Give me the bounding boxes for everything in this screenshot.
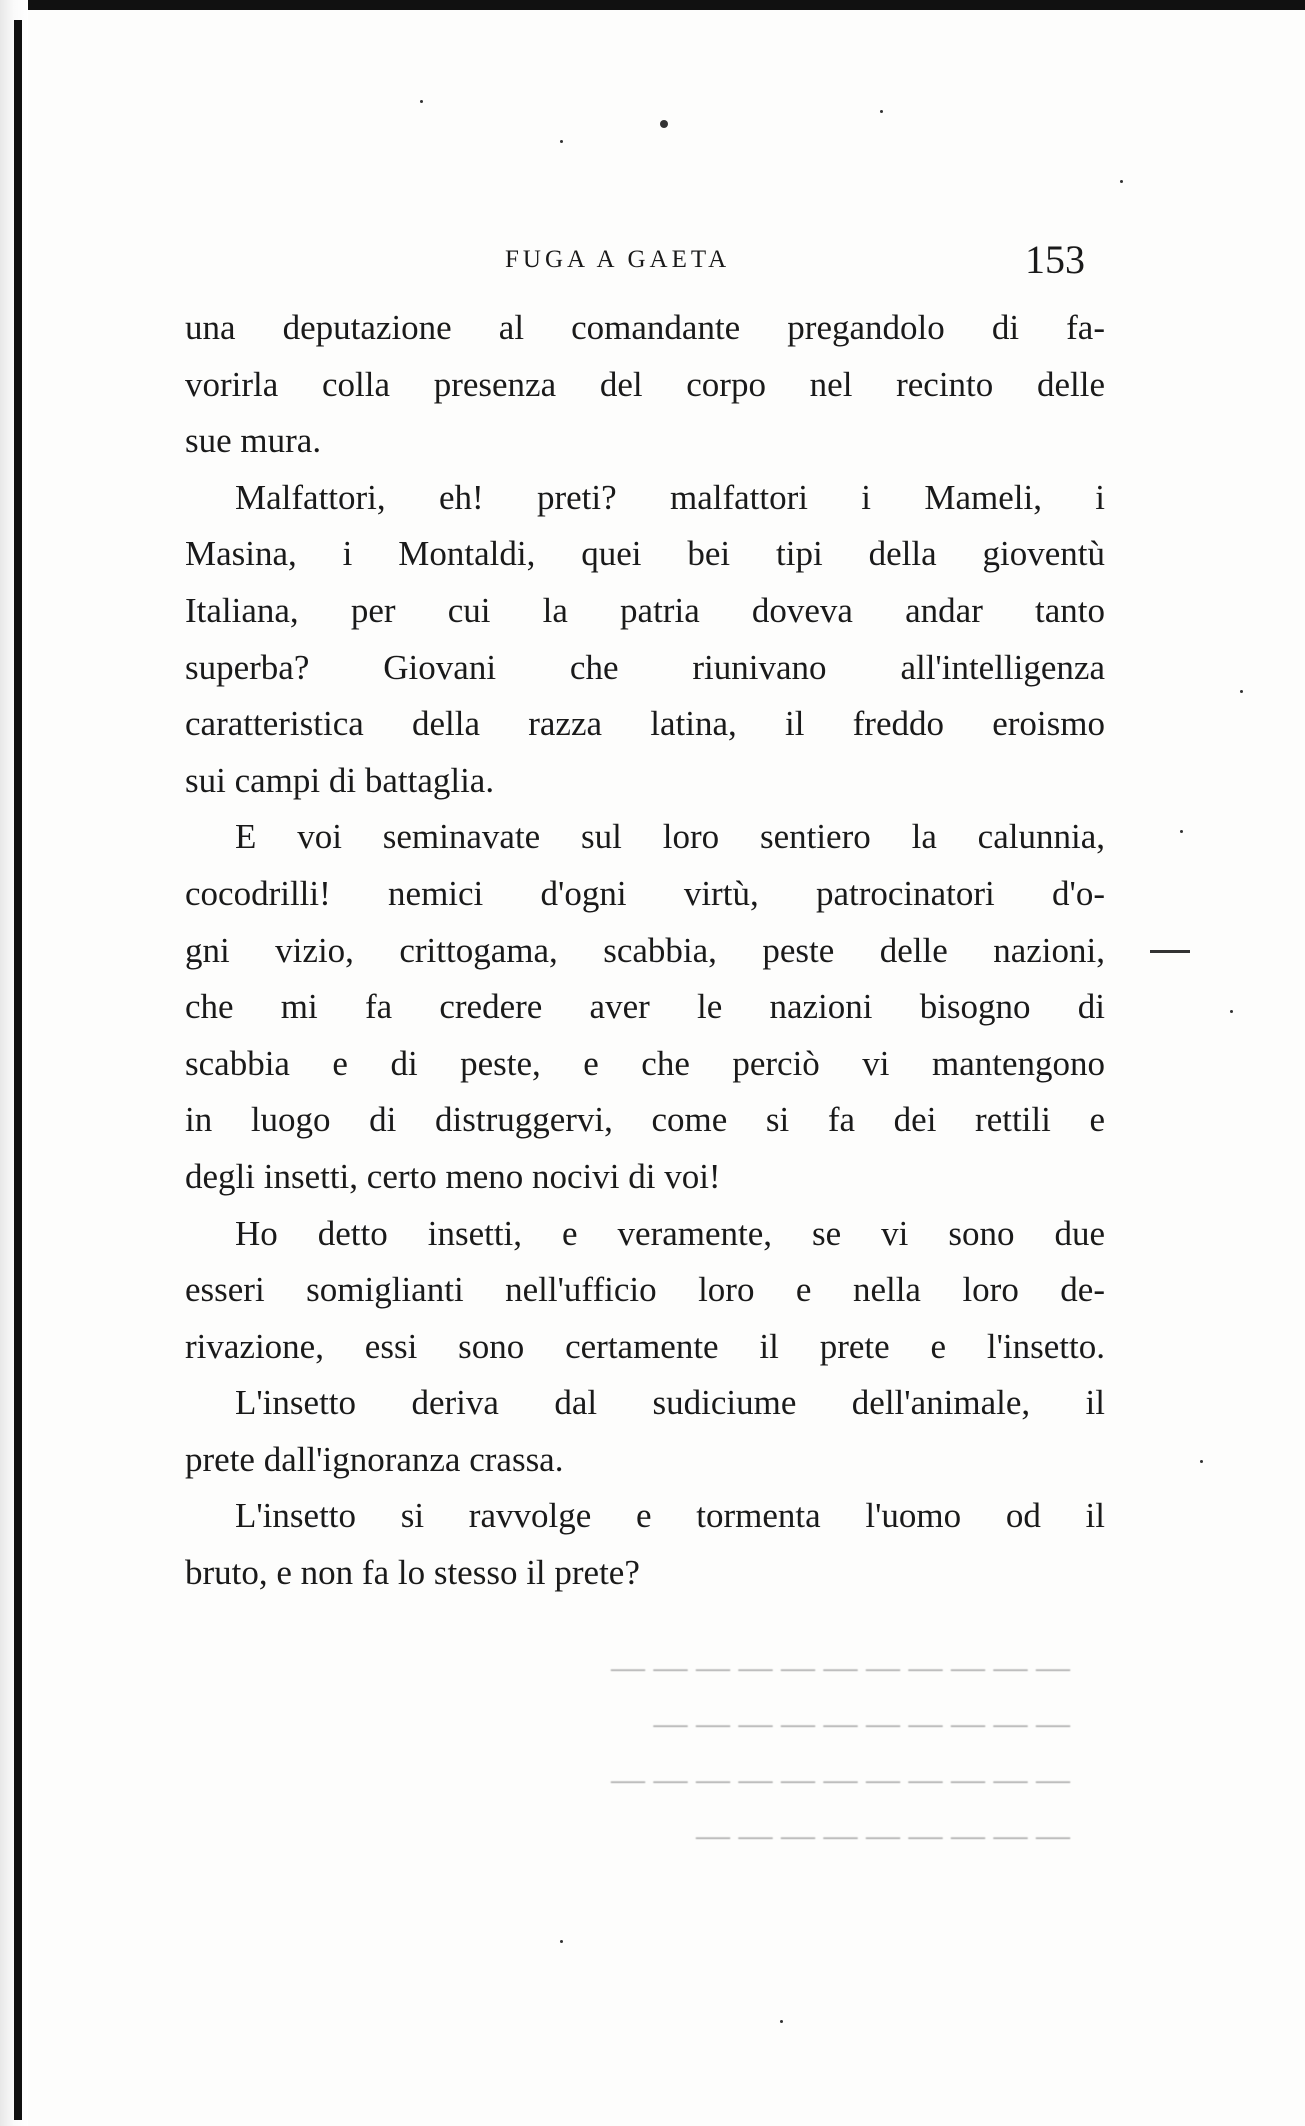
page-header bbox=[185, 236, 1085, 284]
scan-speck bbox=[1150, 950, 1190, 953]
text-line: caratteristica della razza latina, il freddo eroismo bbox=[185, 704, 1105, 744]
scan-speck bbox=[1200, 1460, 1203, 1463]
scan-speck bbox=[1120, 180, 1123, 183]
page-number: 153 bbox=[1025, 237, 1085, 282]
scan-left-edge bbox=[0, 0, 28, 2126]
text-line: prete dall'ignoranza crassa. bbox=[185, 1439, 564, 1479]
scan-speck bbox=[880, 110, 883, 113]
scan-speck bbox=[660, 120, 668, 128]
text-line: vorirla colla presenza del corpo nel recinto delle bbox=[185, 364, 1105, 404]
scan-speck bbox=[560, 140, 563, 143]
text-line: sue mura. bbox=[185, 421, 322, 461]
scan-speck bbox=[1230, 1010, 1233, 1013]
text-line: sui campi di battaglia. bbox=[185, 760, 495, 800]
text-line: L'insetto deriva dal sudiciume dell'animale, il bbox=[235, 1383, 1105, 1423]
text-line: Italiana, per cui la patria doveva andar tanto bbox=[185, 590, 1105, 630]
text-line: cocodrilli! nemici d'ogni virtù, patrocinatori d'o- bbox=[185, 873, 1105, 913]
scan-speck bbox=[780, 2020, 783, 2023]
text-line: Ho detto insetti, e veramente, se vi sono due bbox=[235, 1213, 1105, 1253]
text-line: che mi fa credere aver le nazioni bisogno di bbox=[185, 987, 1105, 1027]
text-line: bruto, e non fa lo stesso il prete? bbox=[185, 1553, 640, 1593]
scan-top-border bbox=[0, 0, 1305, 10]
text-line: una deputazione al comandante pregandolo di fa- bbox=[185, 308, 1105, 347]
scan-speck bbox=[560, 1940, 563, 1943]
text-line: Masina, i Montaldi, quei bei tipi della gioventù bbox=[185, 534, 1105, 574]
text-line: esseri somiglianti nell'ufficio loro e nella loro de- bbox=[185, 1270, 1105, 1310]
body-text bbox=[185, 300, 1105, 1602]
text-line: L'insetto si ravvolge e tormenta l'uomo od il bbox=[235, 1496, 1105, 1536]
text-line: in luogo di distruggervi, come si fa dei rettili e bbox=[185, 1100, 1105, 1140]
text-line: superba? Giovani che riunivano all'intelligenza bbox=[185, 647, 1105, 687]
text-line: gni vizio, crittogama, scabbia, peste delle nazioni, bbox=[185, 930, 1105, 970]
scan-speck bbox=[1240, 690, 1243, 693]
text-line: E voi seminavate sul loro sentiero la calunnia, bbox=[235, 817, 1105, 857]
show-through-bleed: — — — — — — — — — — — — — — — — — — — — — — — — — — — — — — — — — — — — — — — — — bbox=[611, 1649, 1070, 1854]
scan-speck bbox=[1180, 830, 1183, 833]
scan-speck bbox=[420, 100, 423, 103]
text-line: rivazione, essi sono certamente il prete e l'insetto. bbox=[185, 1326, 1105, 1366]
text-line: scabbia e di peste, e che perciò vi mantengono bbox=[185, 1043, 1105, 1083]
running-title: FUGA A GAETA bbox=[505, 246, 731, 273]
text-line: Malfattori, eh! preti? malfattori i Mameli, i bbox=[235, 477, 1105, 517]
text-line: degli insetti, certo meno nocivi di voi! bbox=[185, 1156, 721, 1196]
